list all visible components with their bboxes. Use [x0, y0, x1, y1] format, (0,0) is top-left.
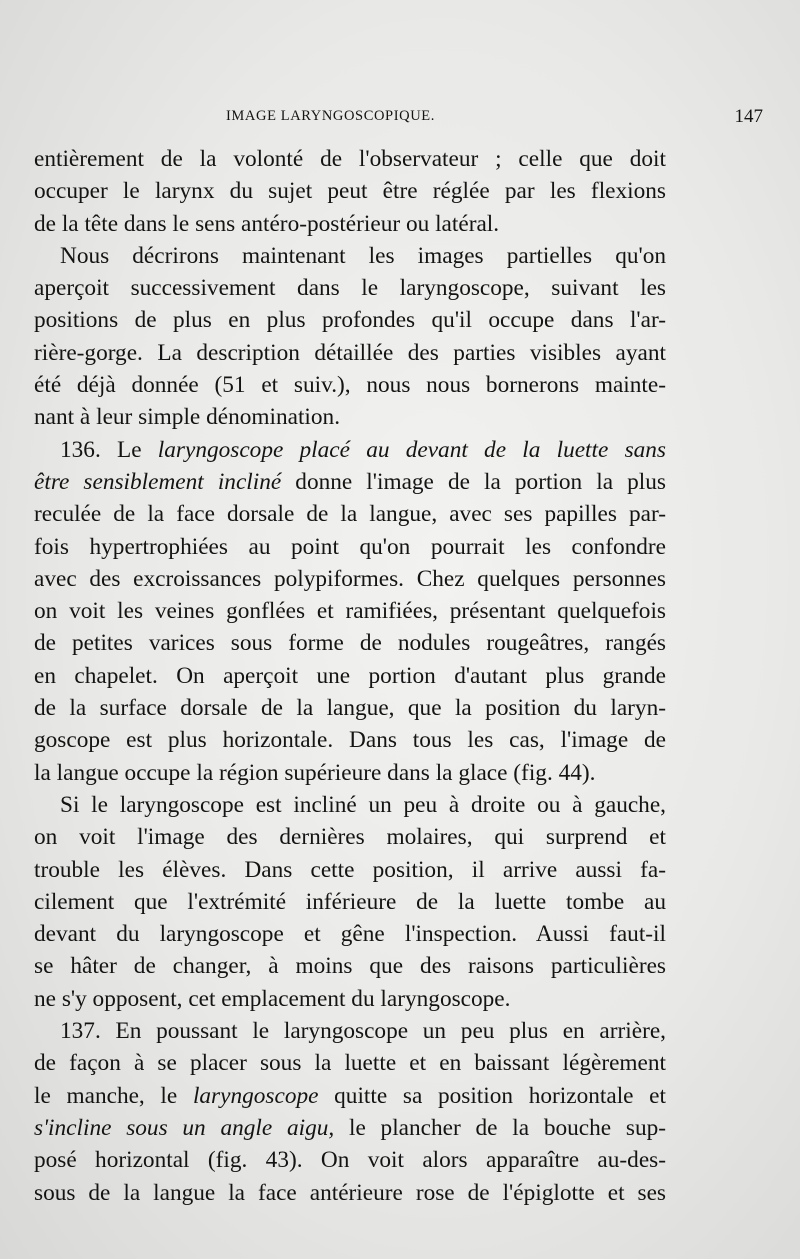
text-line: sous de la langue la face antérieure rose de l'épiglotte et ses: [34, 1179, 666, 1206]
text-line: fois hypertrophiées au point qu'on pourrait les confondre: [34, 533, 666, 560]
italic-phrase: laryngoscope: [192, 1082, 319, 1109]
text-line: de la surface dorsale de la langue, que la position du laryn-: [34, 695, 666, 722]
text-line: de petites varices sous forme de nodules rougeâtres, rangés: [34, 630, 666, 657]
text-line: reculée de la face dorsale de la langue, avec ses papilles par-: [34, 501, 666, 528]
page-number: 147: [734, 106, 763, 127]
text-line: ne s'y opposent, cet emplacement du laryngoscope.: [34, 985, 511, 1012]
page-header: [34, 106, 763, 134]
text-line: s'incline sous un angle aigu, le plancher de la bouche sup-: [34, 1114, 666, 1141]
body-text: [34, 143, 666, 1209]
text-line: se hâter de changer, à moins que des raisons particulières: [34, 953, 666, 980]
italic-phrase: laryngoscope placé au devant de la luette sans: [157, 436, 666, 463]
text-line: la langue occupe la région supérieure dans la glace (fig. 44).: [34, 759, 596, 786]
text-line: goscope est plus horizontale. Dans tous les cas, l'image de: [34, 727, 666, 754]
text-line: cilement que l'extrémité inférieure de la luette tombe au: [34, 888, 666, 915]
text-line: le manche, le laryngoscope quitte sa position horizontale et: [34, 1082, 667, 1109]
italic-phrase: être sensiblement incliné: [34, 468, 282, 495]
text-line: de façon à se placer sous la luette et en baissant légèrement: [34, 1050, 666, 1077]
text-line: occuper le larynx du sujet peut être réglée par les flexions: [34, 178, 666, 205]
text-line: rière-gorge. La description détaillée des parties visibles ayant: [34, 339, 666, 366]
text-line: devant du laryngoscope et gêne l'inspection. Aussi faut-il: [34, 921, 666, 948]
paragraph-start-line: Si le laryngoscope est incliné un peu à droite ou à gauche,: [60, 791, 666, 818]
text-line: nant à leur simple dénomination.: [34, 404, 341, 431]
text-line: on voit l'image des dernières molaires, qui surprend et: [34, 824, 666, 851]
text-line: en chapelet. On aperçoit une portion d'autant plus grande: [34, 662, 666, 689]
text-line: de la tête dans le sens antéro-postérieur ou latéral.: [34, 210, 500, 237]
paragraph-start-line: 136. Le laryngoscope placé au devant de la luette sans: [60, 436, 666, 463]
text-line: positions de plus en plus profondes qu'il occupe dans l'ar-: [34, 307, 666, 334]
text-line: avec des excroissances polypiformes. Chez quelques personnes: [34, 565, 666, 592]
text-line: aperçoit successivement dans le laryngoscope, suivant les: [34, 275, 666, 302]
text-line: trouble les élèves. Dans cette position, il arrive aussi fa-: [34, 856, 666, 883]
italic-phrase: s'incline sous un angle aigu,: [34, 1114, 335, 1141]
paragraph-start-line: 137. En poussant le laryngoscope un peu plus en arrière,: [60, 1018, 666, 1045]
running-title: IMAGE LARYNGOSCOPIQUE.: [226, 108, 435, 124]
text-line: entièrement de la volonté de l'observateur ; celle que doit: [34, 146, 666, 172]
text-line: être sensiblement incliné donne l'image de la portion la plus: [34, 468, 666, 495]
text-line: on voit les veines gonflées et ramifiées, présentant quelquefois: [34, 598, 666, 625]
text-line: été déjà donnée (51 et suiv.), nous nous bornerons mainte-: [34, 372, 666, 399]
text-line: posé horizontal (fig. 43). On voit alors apparaître au-des-: [34, 1147, 666, 1174]
paragraph-start-line: Nous décrirons maintenant les images partielles qu'on: [60, 242, 666, 269]
